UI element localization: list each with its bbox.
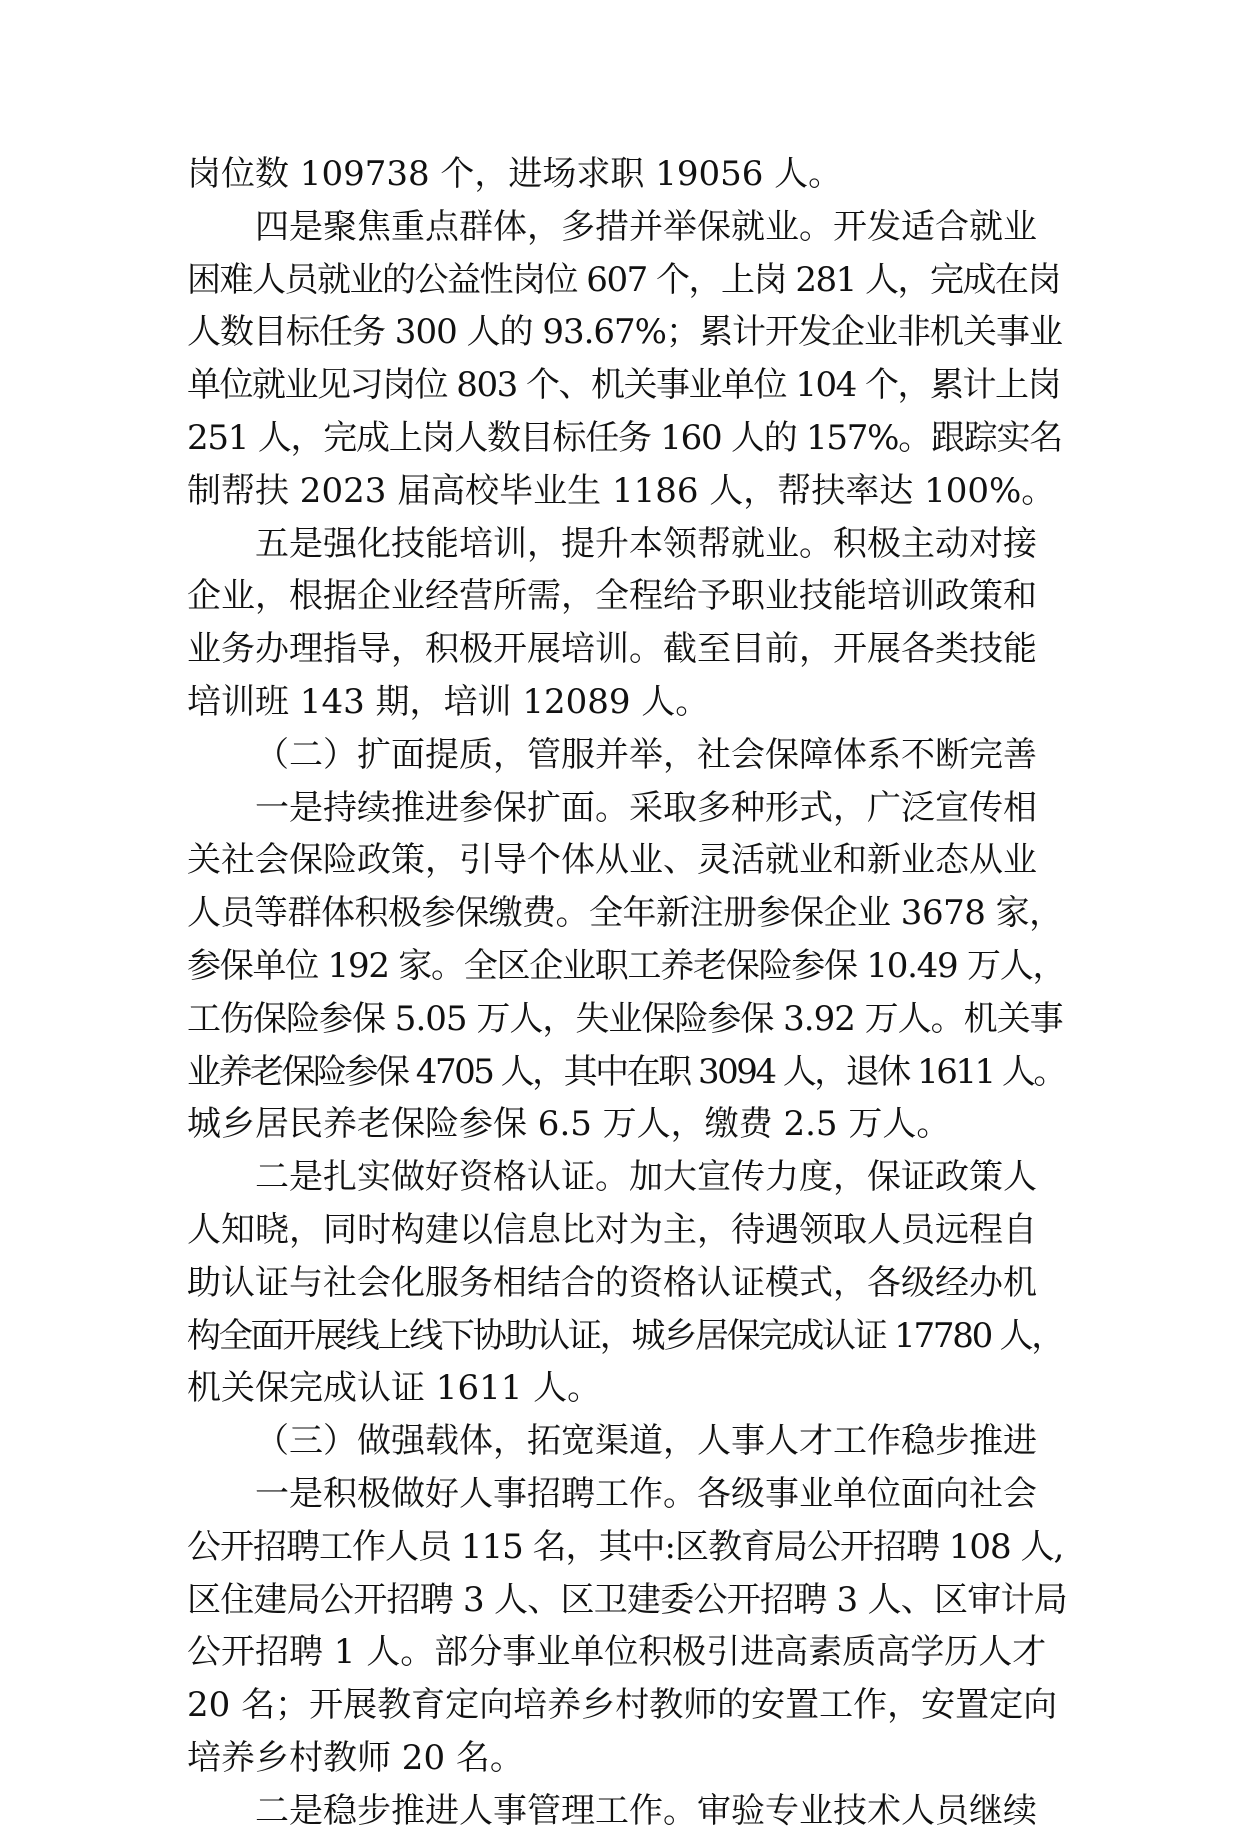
text-line: 五是强化技能培训，提升本领帮就业。积极主动对接	[255, 523, 1037, 564]
text-line: 制帮扶 2023 届高校毕业生 1186 人，帮扶率达 100%。	[187, 470, 1056, 511]
text-line: 公开招聘 1 人。部分事业单位积极引进高素质高学历人才	[187, 1632, 1047, 1673]
text-line: 一是积极做好人事招聘工作。各级事业单位面向社会	[255, 1473, 1037, 1514]
text-line: 培训班 143 期，培训 12089 人。	[187, 681, 710, 722]
text-line: 单位就业见习岗位 803 个、机关事业单位 104 个，累计上岗	[187, 365, 1061, 406]
text-line: 城乡居民养老保险参保 6.5 万人，缴费 2.5 万人。	[187, 1104, 951, 1145]
text-line: 机关保完成认证 1611 人。	[187, 1368, 602, 1409]
text-line: 二是稳步推进人事管理工作。审验专业技术人员继续	[255, 1790, 1037, 1831]
section-heading: （三）做强载体，拓宽渠道，人事人才工作稳步推进	[255, 1421, 1037, 1462]
text-line: 工伤保险参保 5.05 万人，失业保险参保 3.92 万人。机关事	[187, 998, 1063, 1039]
text-line: 二是扎实做好资格认证。加大宣传力度，保证政策人	[255, 1157, 1037, 1198]
section-heading: （二）扩面提质，管服并举，社会保障体系不断完善	[255, 734, 1037, 775]
text-line: 困难人员就业的公益性岗位 607 个，上岗 281 人，完成在岗	[187, 259, 1061, 300]
text-line: 20 名；开展教育定向培养乡村教师的安置工作，安置定向	[187, 1685, 1058, 1726]
text-line: 人数目标任务 300 人的 93.67%；累计开发企业非机关事业	[187, 312, 1062, 353]
text-line: 岗位数 109738 个，进场求职 19056 人。	[187, 154, 843, 194]
text-line: 参保单位 192 家。全区企业职工养老保险参保 10.49 万人，	[187, 945, 1066, 986]
text-line: 培养乡村教师 20 名。	[187, 1737, 524, 1778]
text-line: 四是聚焦重点群体，多措并举保就业。开发适合就业	[255, 206, 1037, 247]
text-line: 一是持续推进参保扩面。采取多种形式，广泛宣传相	[255, 787, 1037, 828]
text-line: 人员等群体积极参保缴费。全年新注册参保企业 3678 家，	[187, 893, 1063, 934]
text-line: 区住建局公开招聘 3 人、区卫建委公开招聘 3 人、区审计局	[187, 1579, 1067, 1620]
text-line: 构全面开展线上线下协助认证，城乡居保完成认证 17780 人，	[187, 1315, 1064, 1356]
text-line: 公开招聘工作人员 115 名，其中:区教育局公开招聘 108 人,	[187, 1526, 1064, 1567]
text-line: 业务办理指导，积极开展培训。截至目前，开展各类技能	[187, 629, 1037, 670]
text-line: 业养老保险参保 4705 人，其中在职 3094 人，退休 1611 人。	[187, 1051, 1065, 1092]
text-line: 251 人，完成上岗人数目标任务 160 人的 157%。跟踪实名	[187, 417, 1062, 458]
text-line: 人知晓，同时构建以信息比对为主，待遇领取人员远程自	[187, 1209, 1037, 1250]
text-line: 助认证与社会化服务相结合的资格认证模式，各级经办机	[187, 1262, 1037, 1303]
text-line: 关社会保险政策，引导个体从业、灵活就业和新业态从业	[187, 840, 1037, 881]
document-body	[187, 148, 1067, 1838]
text-line: 企业，根据企业经营所需，全程给予职业技能培训政策和	[187, 576, 1037, 617]
